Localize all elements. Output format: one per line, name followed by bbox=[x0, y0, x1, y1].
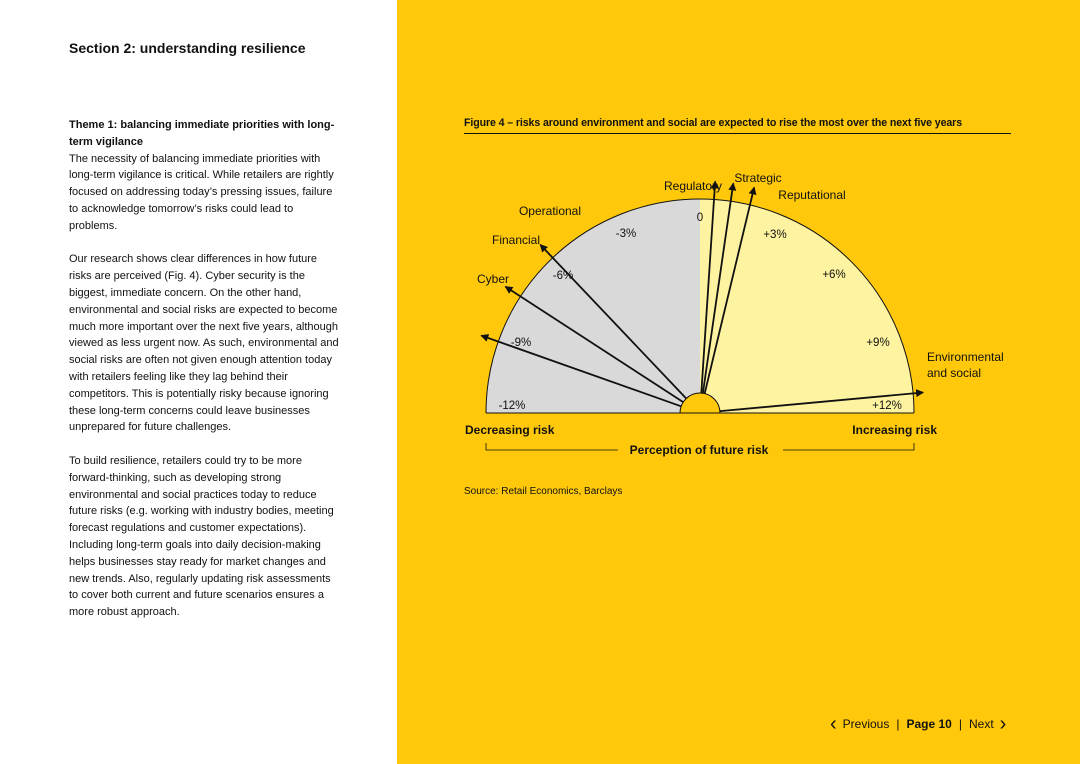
figure-title: Figure 4 – risks around environment and social are expected to rise the most over the next five years bbox=[464, 117, 1011, 134]
axis-bracket-right bbox=[783, 443, 914, 450]
previous-label: Previous bbox=[842, 717, 890, 731]
next-label: Next bbox=[968, 717, 994, 731]
chevron-right-icon: › bbox=[999, 713, 1007, 735]
tick-label: 0 bbox=[696, 212, 704, 224]
risk-label: Operational bbox=[518, 204, 582, 218]
previous-link[interactable] bbox=[830, 715, 889, 733]
risk-label: Financial bbox=[491, 233, 541, 247]
next-link[interactable] bbox=[969, 715, 1006, 733]
risk-label: Environmental bbox=[927, 350, 1004, 364]
tick-label: -12% bbox=[498, 400, 526, 412]
tick-label: +12% bbox=[872, 400, 902, 412]
risk-label: Reputational bbox=[778, 188, 846, 202]
figure-source: Source: Retail Economics, Barclays bbox=[464, 486, 623, 497]
gauge-positive-segment bbox=[700, 199, 914, 413]
current-page: Page 10 bbox=[906, 717, 952, 731]
tick-label: +9% bbox=[866, 337, 890, 349]
risk-label: and social bbox=[927, 366, 982, 380]
paragraph-3: To build resilience, retailers could try to be more forward-thinking, such as developing strong environmental and social practices today to reduce future risks (e.g. working with industry bodies, meeting forecast regulations and customer expectations). Including long-term goals into daily decision-making helps businesses stay ready for market changes and new trends. Also, regularly updating risk assessments to cover both current and future scenarios ensures a more robust approach. bbox=[69, 454, 334, 619]
gauge-negative-segment bbox=[486, 199, 700, 413]
paragraph-1: The necessity of balancing immediate priorities with long-term vigilance is critical. While retailers are rightly focused on addressing today’s pressing issues, failure to acknowledge tomorrow’s risks could lead to problems. bbox=[69, 152, 334, 232]
risk-label: Strategic bbox=[734, 171, 782, 185]
page-navigation bbox=[830, 715, 1006, 733]
tick-label: -9% bbox=[510, 337, 532, 349]
tick-label: -6% bbox=[552, 270, 574, 282]
paragraph-2: Our research shows clear differences in how future risks are perceived (Fig. 4). Cyber security is the biggest, immediate concern. On the other hand, environmental and social risks are expected to become much more important over the next five years, although viewed as less urgent now. As such, environmental and social risks are often not given enough attention today with retailers feeling like they lag behind their competitors. This is potentially risky because ignoring these long-term concerns could leave businesses unprepared for future challenges. bbox=[69, 253, 339, 434]
tick-label: -3% bbox=[615, 228, 637, 240]
axis-title: Perception of future risk bbox=[629, 443, 769, 457]
risk-label: Cyber bbox=[476, 272, 510, 286]
increasing-risk-label: Increasing risk bbox=[852, 423, 937, 437]
separator: | bbox=[958, 717, 962, 731]
separator: | bbox=[896, 717, 900, 731]
section-title: Section 2: understanding resilience bbox=[69, 40, 306, 56]
axis-bracket-left bbox=[486, 443, 618, 450]
tick-label: +3% bbox=[763, 229, 787, 241]
chevron-left-icon: ‹ bbox=[830, 713, 837, 735]
risk-label: Regulatory bbox=[663, 179, 723, 193]
tick-label: +6% bbox=[822, 269, 846, 281]
decreasing-risk-label: Decreasing risk bbox=[465, 423, 555, 437]
theme-heading: Theme 1: balancing immediate priorities with long-term vigilance bbox=[69, 119, 335, 148]
